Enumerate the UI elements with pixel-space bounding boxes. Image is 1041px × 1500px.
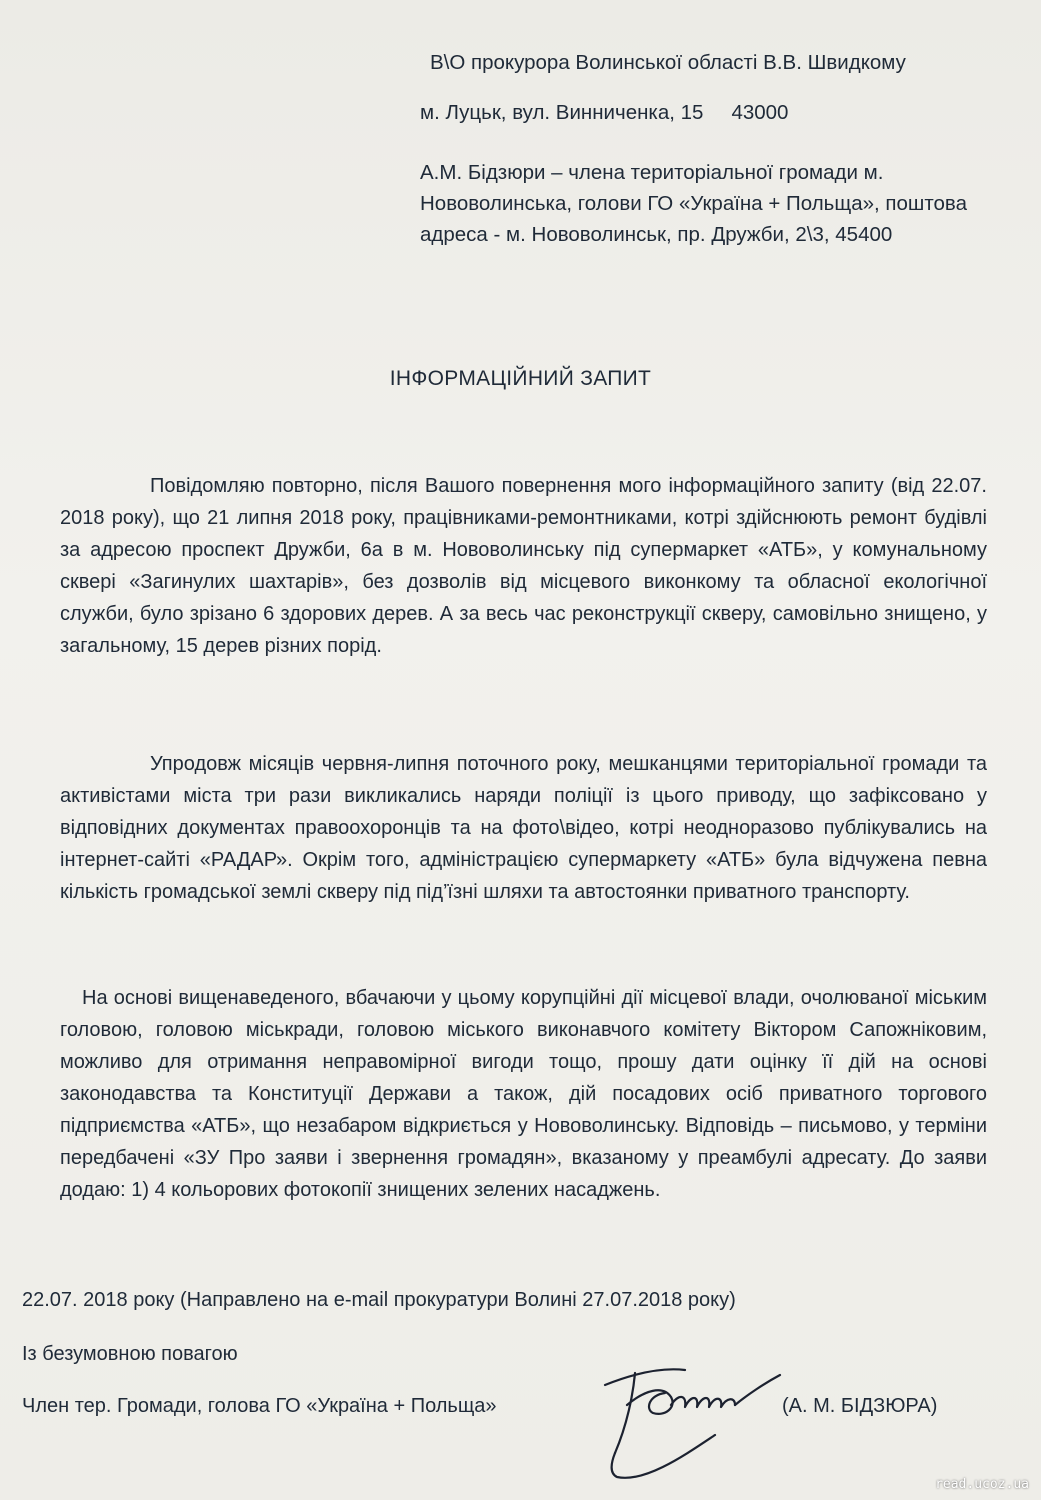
closing-regards: Із безумовною повагою bbox=[22, 1343, 238, 1365]
date-line: 22.07. 2018 року (Направлено на e-mail прокуратури Волині 27.07.2018 року) bbox=[22, 1289, 736, 1311]
paragraph-1: Повідомляю повторно, після Вашого повернення мого інформаційного запиту (від 22.07. 2018 року), що 21 липня 2018 року, працівниками-ремонтниками, котрі здійснюють ремонт будівлі за адресою проспект Дружби, 6а в м. Нововолинську під супермаркет «АТБ», у комунальному сквері «Загинулих шахтарів», без дозволів від місцевого виконкому та обласної екологічної служби, було зрізано 6 здорових дерев. А за весь час реконструкції скверу, самовільно знищено, у загальному, 15 дерев різних порід. bbox=[60, 475, 987, 657]
signer-role: Член тер. Громади, голова ГО «Україна + Польща» bbox=[22, 1395, 497, 1417]
recipient-line: В\О прокурора Волинської області В.В. Швидкому bbox=[430, 51, 906, 74]
paragraph-2: Упродовж місяців червня-липня поточного року, мешканцями територіальної громади та активістами міста три рази викликались наряди поліції із цього приводу, що зафіксовано у відповідних документах правоохоронців та на фото\відео, котрі неодноразово публікувались на інтернет-сайті «РАДАР». Окрім того, адміністрацією супермаркету «АТБ» була відчужена певна кількість громадської землі скверу під під’їзні шляхи та автостоянки приватного транспорту. bbox=[60, 753, 987, 903]
document-title: ІНФОРМАЦІЙНИЙ ЗАПИТ bbox=[389, 367, 652, 390]
sender-block: А.М. Бідзюри – члена територіальної громади м. Нововолинська, голови ГО «Україна + Польща», поштова адреса - м. Нововолинськ, пр. Дружби, 2\3, 45400 bbox=[420, 161, 967, 246]
recipient-zip: 43000 bbox=[731, 101, 789, 124]
recipient-address bbox=[420, 97, 1000, 128]
paragraph-3: На основі вищенаведеного, вбачаючи у цьому корупційні дії місцевої влади, очолюваної міським головою, головою міськради, головою міського виконавчого комітету Віктором Сапожніковим, можливо для отримання неправомірної вигоди тощо, прошу дати оцінку її дій на основі законодавства та Конституції Держави а також, дій посадових осіб приватного торгового підприємства «АТБ», що незабаром відкриється у Нововолинську. Відповідь – письмово, у терміни передбачені «ЗУ Про заяви і звернення громадян», вказаному у преамбулі адресату. До заяви додаю: 1) 4 кольорових фотокопії знищених зелених насаджень. bbox=[60, 987, 987, 1201]
signer-name: (А. М. БІДЗЮРА) bbox=[782, 1395, 938, 1417]
handwritten-signature bbox=[575, 1345, 795, 1485]
recipient-city: м. Луцьк, вул. Винниченка, 15 bbox=[420, 101, 704, 124]
site-watermark: read.ucoz.ua bbox=[935, 1477, 1029, 1492]
